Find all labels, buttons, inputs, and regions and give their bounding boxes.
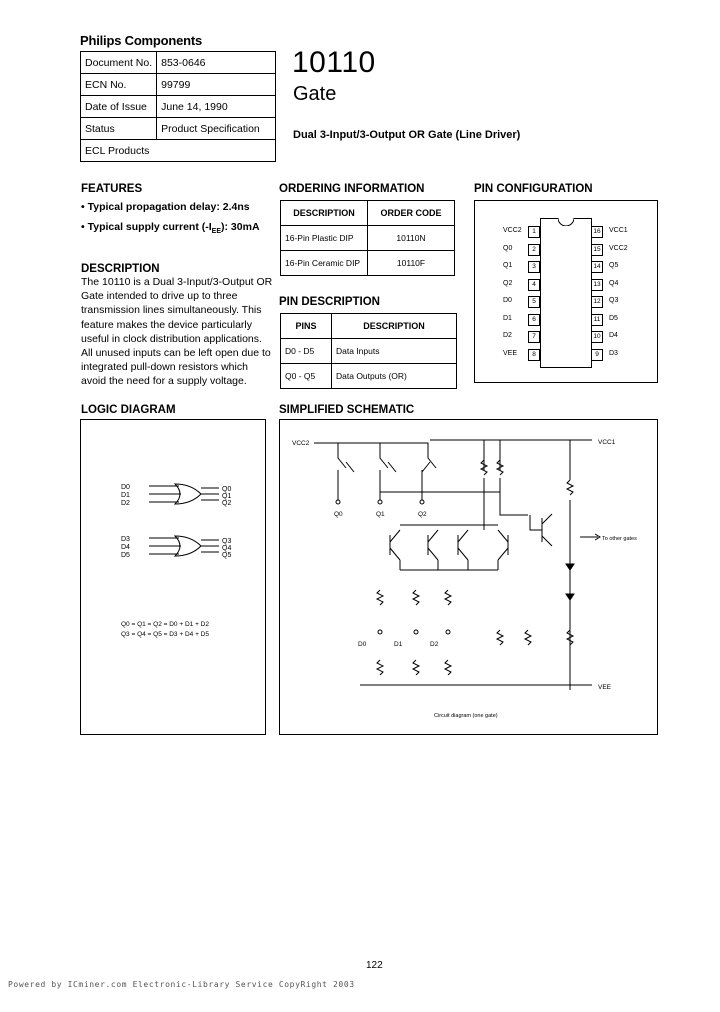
output-transistor [422, 450, 436, 472]
pin-config-box [474, 200, 658, 383]
logic-equation-1: Q0 = Q1 = Q2 = D0 + D1 + D2 [121, 621, 209, 628]
part-number: 10110 [292, 46, 376, 79]
pin-number: 13 [591, 279, 603, 291]
input-terminal [414, 630, 418, 634]
pin-number: 2 [528, 244, 540, 256]
table-row [281, 339, 457, 364]
table-row [281, 226, 455, 251]
doc-label: ECL Products [81, 140, 276, 162]
pin-label: D2 [503, 332, 512, 339]
pin-number: 4 [528, 279, 540, 291]
gate1-input-label: D0 [121, 484, 130, 491]
output-label: Q0 [334, 511, 343, 518]
pin-number: 12 [591, 296, 603, 308]
pin-number: 10 [591, 331, 603, 343]
pin-label: D4 [609, 332, 618, 339]
schematic-box [279, 419, 658, 735]
column-header: DESCRIPTION [281, 201, 368, 226]
input-terminal [446, 630, 450, 634]
doc-value: 853-0646 [157, 52, 276, 74]
pin-number: 8 [528, 349, 540, 361]
output-transistor [380, 450, 396, 472]
input-transistor [390, 530, 400, 560]
pin-label: D5 [609, 314, 618, 322]
column-header: PINS [281, 314, 332, 339]
resistor [377, 660, 383, 675]
gate2-output-label: Q4 [222, 545, 232, 552]
other-gates-note: To other gates [602, 536, 637, 542]
logic-heading: LOGIC DIAGRAM [81, 404, 176, 416]
doc-value: 99799 [157, 74, 276, 96]
pin-number: 7 [528, 331, 540, 343]
resistor [445, 660, 451, 675]
resistor [497, 630, 503, 645]
gate2-input-label: D4 [121, 544, 130, 551]
dip-package [540, 218, 592, 368]
pin-label: Q4 [609, 279, 619, 287]
pin-label: VCC2 [503, 227, 522, 234]
pin-label: VCC2 [609, 244, 628, 252]
part-type: Gate [293, 83, 337, 105]
schematic-heading: SIMPLIFIED SCHEMATIC [279, 404, 415, 416]
vcc1-label: VCC1 [598, 439, 616, 446]
doc-row [81, 118, 276, 140]
output-line [338, 470, 422, 500]
vee-label: VEE [598, 684, 612, 691]
wire [484, 478, 528, 530]
pin-number: 5 [528, 296, 540, 308]
ordering-table [280, 200, 455, 276]
pin-label: VCC1 [609, 227, 628, 234]
table-cell: Data Outputs (OR) [332, 364, 457, 389]
table-cell: Q0 - Q5 [281, 364, 332, 389]
emitter-follower [530, 514, 552, 546]
table-cell: Data Inputs [332, 339, 457, 364]
input-label: D1 [394, 641, 403, 648]
gate2-output-label: Q5 [222, 552, 232, 559]
pin-number: 9 [591, 349, 603, 361]
description-text: The 10110 is a Dual 3-Input/3-Output OR Gate intended to drive up to three transmission lines simultaneously. This feature makes the device particularly useful in clock distribution applications. All unused inputs can be left open due to integrated pull-down resistors which avoid the need for a supply voltage. [81, 276, 273, 388]
vcc2-rail [338, 443, 428, 450]
doc-label: Document No. [81, 52, 157, 74]
pin-description-table [280, 313, 457, 389]
pin-label: Q1 [503, 262, 513, 269]
wire [201, 488, 219, 500]
vcc2-rail [314, 443, 338, 450]
pin-number: 6 [528, 314, 540, 326]
pin-label: Q0 [503, 244, 513, 252]
package-notch [558, 218, 574, 226]
doc-label: ECN No. [81, 74, 157, 96]
input-label: D2 [430, 641, 439, 648]
resistor [377, 590, 383, 605]
pin-label: D3 [609, 349, 618, 357]
pin-config-heading: PIN CONFIGURATION [474, 183, 593, 195]
logic-diagram [81, 420, 265, 734]
document-info-table [80, 51, 276, 162]
pin-number: 1 [528, 226, 540, 238]
gate1-output-label: Q0 [222, 486, 232, 493]
table-cell: 16-Pin Plastic DIP [281, 226, 368, 251]
column-header: DESCRIPTION [332, 314, 457, 339]
output-terminal [336, 500, 340, 504]
pin-label: Q5 [609, 262, 619, 269]
vcc2-label: VCC2 [292, 440, 310, 447]
table-row [281, 364, 457, 389]
gate2-input-label: D5 [121, 552, 130, 559]
output-label: Q1 [376, 511, 385, 518]
gate2-output-label: Q3 [222, 538, 232, 545]
pin-label: Q3 [609, 297, 619, 304]
table-row [281, 251, 455, 276]
table-cell: 10110F [368, 251, 455, 276]
feature-subscript: EE [211, 228, 222, 236]
input-label: D0 [358, 641, 367, 648]
reference-transistor [498, 530, 508, 560]
table-cell: 10110N [368, 226, 455, 251]
gate1-output-label: Q1 [222, 493, 232, 500]
doc-row [81, 74, 276, 96]
description-heading: DESCRIPTION [81, 263, 160, 275]
page-number: 122 [366, 960, 383, 971]
gate1-input-label: D1 [121, 492, 130, 499]
pin-number: 14 [591, 261, 603, 273]
pin-number: 15 [591, 244, 603, 256]
table-cell: 16-Pin Ceramic DIP [281, 251, 368, 276]
doc-value: June 14, 1990 [157, 96, 276, 118]
pin-number: 3 [528, 261, 540, 273]
resistor [567, 480, 573, 495]
feature-item: • Typical propagation delay: 2.4ns [81, 201, 250, 213]
resistor [413, 590, 419, 605]
pin-label: VEE [503, 349, 518, 357]
feature-text: Typical supply current (-I [87, 221, 212, 233]
logic-diagram-box [80, 419, 266, 735]
pin-label: Q2 [503, 279, 513, 287]
output-terminal [420, 500, 424, 504]
gate2-input-label: D3 [121, 536, 130, 543]
pin-number: 16 [591, 226, 603, 238]
table-header-row [281, 314, 457, 339]
pin-number: 11 [591, 314, 603, 326]
diode [566, 564, 574, 570]
doc-row [81, 140, 276, 162]
input-terminal [378, 630, 382, 634]
feature-text: ): 30mA [221, 221, 260, 233]
resistor [525, 630, 531, 645]
footer-text: Powered by ICminer.com Electronic-Library Service CopyRight 2003 [8, 980, 355, 989]
pin-description-heading: PIN DESCRIPTION [279, 296, 380, 308]
wire [400, 560, 498, 570]
gate1-output-label: Q2 [222, 500, 232, 507]
gate1-input-label: D2 [121, 500, 130, 507]
page-subtitle: Dual 3-Input/3-Output OR Gate (Line Driver) [293, 129, 521, 141]
company-name: Philips Components [80, 33, 203, 48]
input-transistor [428, 530, 438, 560]
output-label: Q2 [418, 511, 427, 518]
ordering-heading: ORDERING INFORMATION [279, 183, 425, 195]
table-cell: D0 - D5 [281, 339, 332, 364]
doc-row [81, 52, 276, 74]
doc-value: Product Specification [157, 118, 276, 140]
diode [566, 594, 574, 600]
features-heading: FEATURES [81, 183, 143, 195]
schematic-caption: Circuit diagram (one gate) [434, 713, 498, 719]
schematic-diagram [280, 420, 657, 734]
logic-equation-2: Q3 = Q4 = Q5 = D3 + D4 + D5 [121, 631, 209, 638]
doc-label: Status [81, 118, 157, 140]
wire [484, 440, 570, 480]
table-header-row [281, 201, 455, 226]
resistor [445, 590, 451, 605]
wire [201, 540, 219, 552]
doc-row [81, 96, 276, 118]
input-transistor [458, 530, 468, 560]
resistor [413, 660, 419, 675]
column-header: ORDER CODE [368, 201, 455, 226]
output-terminal [378, 500, 382, 504]
feature-text: Typical propagation delay: 2.4ns [87, 201, 250, 213]
feature-item: • Typical supply current $(-I_{EE})$: 30mA [81, 221, 260, 236]
output-transistor [338, 450, 354, 472]
pin-label: D0 [503, 297, 512, 304]
doc-label: Date of Issue [81, 96, 157, 118]
pin-label: D1 [503, 314, 512, 322]
